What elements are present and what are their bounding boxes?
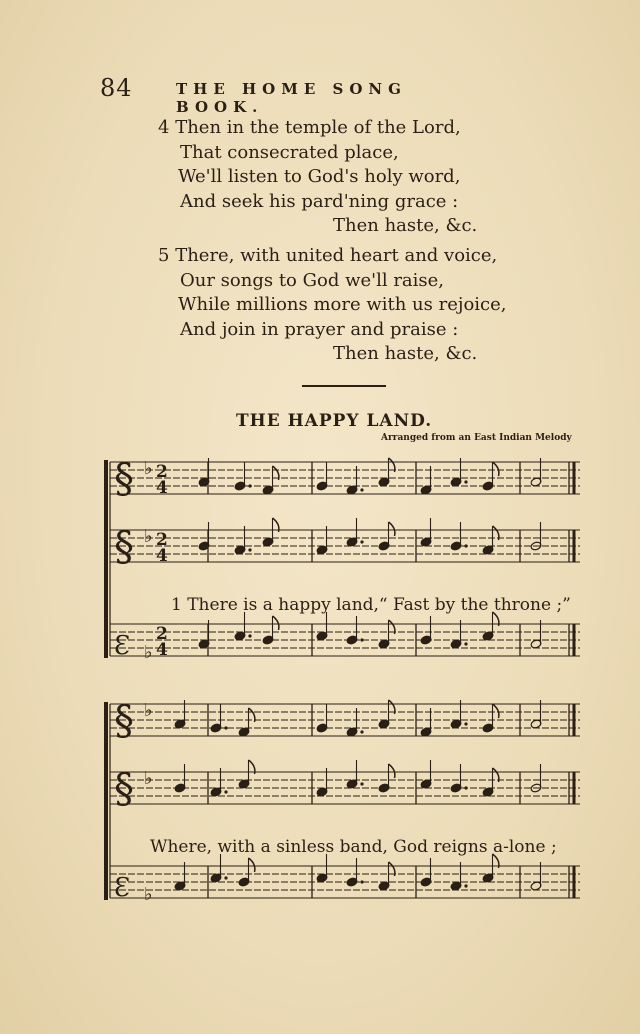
- dot: [224, 876, 227, 879]
- hymn-title: THE HAPPY LAND.: [236, 411, 433, 431]
- time-signature-bottom: 4: [156, 640, 168, 660]
- stanza-text: While millions more with us rejoice,: [178, 294, 507, 315]
- bass-clef-icon: Ɛ: [114, 631, 131, 661]
- stanza-text: And join in prayer and praise :: [180, 318, 459, 340]
- running-title: THE HOME SONG BOOK.: [176, 80, 407, 116]
- note-flag: [273, 616, 279, 630]
- music-notation-svg: [100, 694, 585, 916]
- dot: [224, 790, 227, 793]
- time-signature-bottom: 4: [156, 478, 168, 498]
- stanza-line: [158, 141, 477, 166]
- stanza-refrain: [158, 214, 477, 239]
- treble-clef-icon: §: [114, 524, 134, 570]
- dot: [464, 642, 467, 645]
- dot: [464, 884, 467, 887]
- stanza-line: [158, 190, 477, 215]
- time-signature-bottom: 4: [156, 546, 168, 566]
- system-bracket: [104, 460, 108, 658]
- treble-clef-icon: §: [114, 766, 134, 812]
- page-header: [100, 74, 500, 116]
- system-bracket: [104, 702, 108, 900]
- stanza-number: 4: [158, 117, 170, 138]
- stanza-text: That consecrated place,: [180, 141, 399, 163]
- flat-icon: ♭: [144, 884, 153, 905]
- stanza-refrain: [158, 342, 507, 367]
- note-flag: [389, 764, 395, 778]
- dot: [248, 484, 251, 487]
- dot: [464, 544, 467, 547]
- music-system-1: [100, 452, 585, 674]
- dot: [464, 480, 467, 483]
- flat-icon: ♭: [144, 642, 153, 663]
- time-signature-top: 2: [156, 462, 168, 482]
- section-divider: [302, 385, 386, 387]
- hymn-attribution: Arranged from an East Indian Melody: [381, 433, 572, 443]
- stanza-line: [158, 293, 507, 318]
- lyric-line-2: Where, with a sinless band, God reigns a-lone ;: [150, 837, 557, 857]
- lyric-line-1: 1 There is a happy land,“ Fast by the throne ;”: [171, 595, 571, 615]
- dot: [360, 540, 363, 543]
- time-signature-top: 2: [156, 530, 168, 550]
- dot: [464, 786, 467, 789]
- treble-clef-icon: §: [114, 698, 134, 744]
- dot: [360, 488, 363, 491]
- note-flag: [493, 462, 499, 476]
- flat-icon: ♭: [144, 700, 153, 721]
- time-signature-top: 2: [156, 624, 168, 644]
- dot: [464, 722, 467, 725]
- note-flag: [389, 522, 395, 536]
- dot: [360, 730, 363, 733]
- treble-clef-icon: §: [114, 456, 134, 502]
- bass-clef-icon: Ɛ: [114, 873, 131, 903]
- stanza-line: [158, 269, 507, 294]
- stanza-text: There, with united heart and voice,: [175, 245, 498, 266]
- dot: [360, 638, 363, 641]
- stanza-5: [158, 244, 507, 367]
- stanza-line: [158, 165, 477, 190]
- music-notation-svg: [100, 452, 585, 674]
- stanza-line: [158, 244, 507, 269]
- flat-icon: ♭: [144, 526, 153, 547]
- page-number: 84: [100, 74, 133, 102]
- stanza-text: Then haste, &c.: [333, 343, 478, 364]
- dot: [248, 548, 251, 551]
- stanza-text: We'll listen to God's holy word,: [178, 166, 461, 187]
- stanza-line: [158, 318, 507, 343]
- stanza-text: Our songs to God we'll raise,: [180, 269, 445, 291]
- stanza-text: And seek his pard'ning grace :: [180, 190, 459, 212]
- stanza-4: [158, 116, 477, 239]
- music-system-2: [100, 694, 585, 916]
- stanza-number: 5: [158, 245, 170, 266]
- note-flag: [249, 858, 255, 872]
- dot: [224, 726, 227, 729]
- stanza-text: Then haste, &c.: [333, 215, 478, 236]
- stanza-text: Then in the temple of the Lord,: [175, 117, 461, 138]
- dot: [248, 634, 251, 637]
- flat-icon: ♭: [144, 458, 153, 479]
- note-flag: [493, 704, 499, 718]
- dot: [360, 880, 363, 883]
- dot: [360, 782, 363, 785]
- flat-icon: ♭: [144, 768, 153, 789]
- stanza-line: [158, 116, 477, 141]
